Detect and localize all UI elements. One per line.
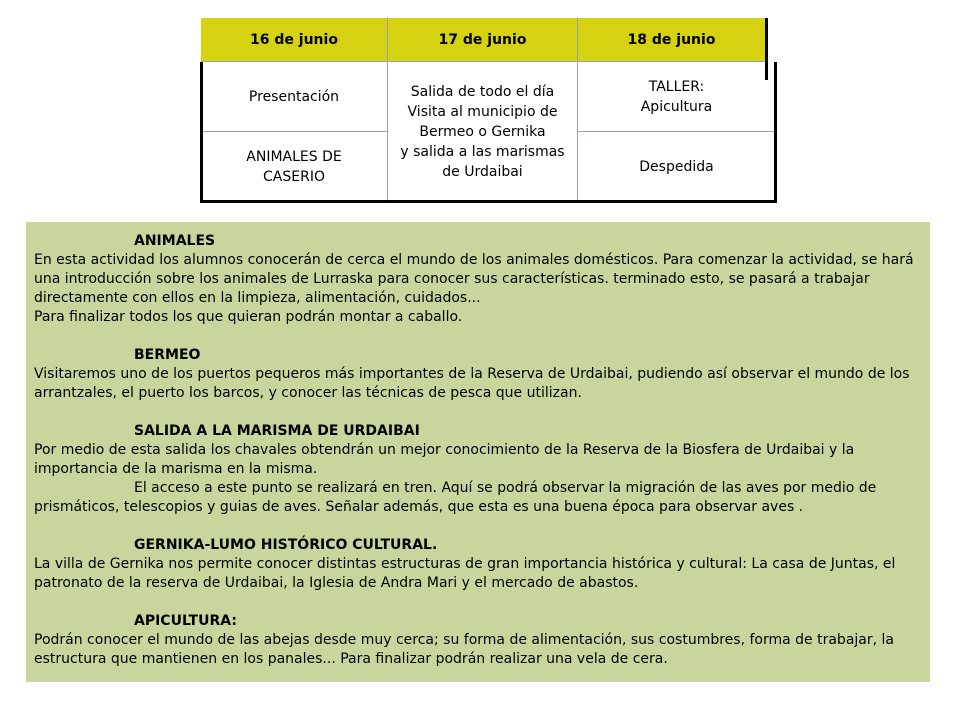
header-day-2: 17 de junio xyxy=(388,18,578,62)
section-text-apicultura: Podrán conocer el mundo de las abejas desde muy cerca; su forma de alimentación, sus costumbres, forma de trabajar, la estructura que mantienen en los panales... Para finalizar podrán realizar una vela de cera. xyxy=(34,632,894,667)
cell-despedida: Despedida xyxy=(639,159,714,175)
cell-taller xyxy=(578,62,775,132)
section-title-animales: ANIMALES xyxy=(134,233,216,249)
schedule-table xyxy=(201,18,776,201)
salida-text xyxy=(400,82,564,182)
cell-animales xyxy=(201,132,388,202)
table-border-left xyxy=(200,62,203,202)
salida-line: de Urdaibai xyxy=(442,164,523,180)
cell-presentacion: Presentación xyxy=(201,62,388,132)
table-border-bottom xyxy=(200,200,777,203)
header-day-3: 18 de junio xyxy=(578,18,765,62)
section-text-marisma-2 xyxy=(34,479,922,517)
animales-label: ANIMALES DE CASERIO xyxy=(246,149,342,185)
section-title-marisma: SALIDA A LA MARISMA DE URDAIBAI xyxy=(134,423,420,439)
taller-line: Apicultura xyxy=(640,98,713,115)
section-text-animales-2: Para finalizar todos los que quieran podrán montar a caballo. xyxy=(34,309,463,325)
section-title-apicultura: APICULTURA: xyxy=(134,613,237,629)
cell-salida xyxy=(388,62,578,202)
salida-line: Bermeo o Gernika xyxy=(419,124,546,140)
section-title-bermeo: BERMEO xyxy=(134,347,201,363)
section-text-animales: En esta actividad los alumnos conocerán de cerca el mundo de los animales domésticos. Para comenzar la actividad, se hará una introducción sobre los animales de Lurraska para conocer sus características. terminado esto, se pasará a trabajar directamente con ellos en la limpieza, alimentación, cuidados... xyxy=(34,252,914,306)
section-text-marisma: Por medio de esta salida los chavales obtendrán un mejor conocimiento de la Reserva de la Biosfera de Urdaibai y la importancia de la marisma en la misma. xyxy=(34,442,855,477)
salida-line: Salida de todo el día xyxy=(410,84,555,100)
section-text-gernika: La villa de Gernika nos permite conocer distintas estructuras de gran importancia histórica y cultural: La casa de Juntas, el patronato de la reserva de Urdaibai, la Iglesia de Andra Mari y el mercado de abastos. xyxy=(34,556,896,591)
taller-line: TALLER: xyxy=(648,78,705,95)
header-day-1: 16 de junio xyxy=(201,18,388,62)
salida-line: Visita al municipio de xyxy=(407,104,558,120)
section-text-bermeo: Visitaremos uno de los puertos pequeros más importantes de la Reserva de Urdaibai, pudiendo así observar el mundo de los arrantzales, el puerto los barcos, y conocer las técnicas de pesca que utilizan. xyxy=(34,366,910,401)
section-title-gernika: GERNIKA-LUMO HISTÓRICO CULTURAL. xyxy=(134,537,438,553)
activities-description xyxy=(26,222,930,682)
table-border-right xyxy=(774,62,777,203)
salida-line: y salida a las marismas xyxy=(400,144,565,160)
marisma-text-2: El acceso a este punto se realizará en tren. Aquí se podrá observar la migración de las aves por medio de prismáticos, telescopios y guias de aves. Señalar además, que esta es una buena época para observar aves . xyxy=(34,480,877,515)
